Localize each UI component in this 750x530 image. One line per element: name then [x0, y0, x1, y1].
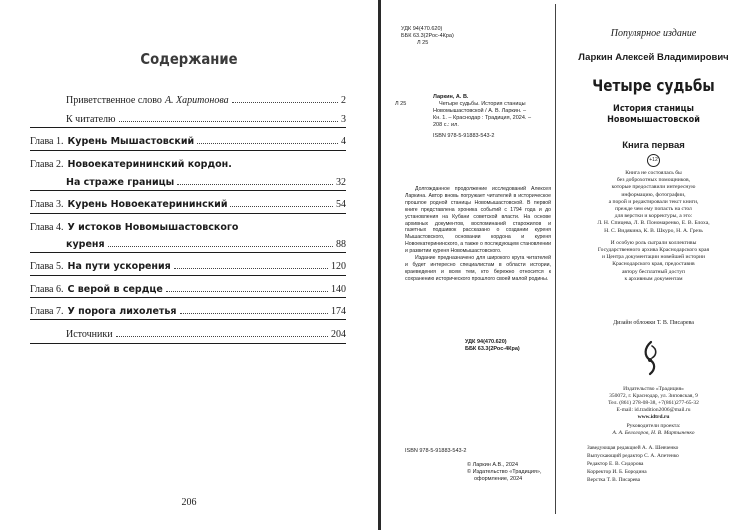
leader-dots [116, 336, 328, 337]
book-abstract [405, 186, 551, 283]
leader-dots [119, 121, 339, 122]
publisher-logo-icon [640, 340, 662, 376]
abstract-paragraph: Издание предназначено для широкого круга читателей и будет интересно специалистам в области истории, краеведения и всем тем, кто бережно относится к сохранению исторического прошлого своей малой родины. [405, 255, 551, 282]
divider [30, 275, 346, 276]
toc-entry-title: Курень Мышастовский [67, 136, 195, 147]
toc-entry[interactable] [30, 194, 346, 210]
ack-line: автору бесплатный доступ [621, 268, 686, 275]
publisher-line: 350072, г. Краснодар, ул. Зиповская, 9 [609, 393, 698, 399]
catalog-line: Новомышастовской / А. В. Ларкин. – [433, 108, 527, 114]
credit-line: Редактор Е. В. Сидорова [587, 461, 644, 467]
ack-line: которые предоставили интересную [611, 184, 696, 191]
ack-line: Книга не состоялась бы [625, 170, 682, 176]
credit-line: Выпускающий редактор С. А. Апетенко [587, 453, 679, 459]
divider [30, 297, 346, 298]
toc-chapter-label: Глава 2. [30, 159, 64, 170]
catalog-code: Л 25 [395, 101, 407, 107]
toc-entry[interactable] [30, 131, 346, 147]
book-author: Ларкин Алексей Владимирович [578, 52, 729, 63]
leader-dots [108, 246, 333, 247]
toc-entry-title: Приветственное слово [66, 95, 162, 106]
toc-entry-page: 4 [341, 136, 346, 147]
ack-line: для верстки и корректуры, а это: [614, 213, 693, 220]
series-label: Популярное издание [610, 28, 697, 39]
toc-entry-title: У порога лихолетья [67, 306, 177, 317]
isbn-bottom: ISBN 978-5-91883-543-2 [405, 448, 467, 454]
leader-dots [232, 102, 338, 103]
toc-entry-title-cont: На страже границы [66, 177, 175, 188]
toc-entry-page: 32 [336, 177, 346, 188]
toc-entry[interactable] [66, 324, 346, 340]
book-subtitle [567, 104, 741, 126]
toc-entry-continued[interactable] [66, 234, 346, 250]
bbk-code: ББК 63.3(2Рос-4Кра) [401, 33, 454, 39]
copyright-line: оформление, 2024 [474, 476, 523, 482]
credit-line: Руководители проекта: [626, 423, 681, 429]
leader-dots [230, 206, 333, 207]
toc-entry[interactable] [30, 256, 346, 272]
ack-line: Н. С. Видякина, К. В. Шкуро, Н. А. Грезь [604, 227, 703, 234]
toc-entry-page: 3 [341, 114, 346, 125]
ack-line: а порой и редактировали текст книги, [608, 198, 699, 205]
ack-line: прежде чем ему попасть на стол [615, 206, 692, 213]
leader-dots [197, 143, 338, 144]
leader-dots [166, 291, 328, 292]
toc-entry-author: А. Харитонова [164, 95, 229, 106]
page-number: 206 [181, 497, 197, 508]
publisher-line: E-mail: id.tradition2006@mail.ru [616, 407, 691, 413]
copyright-line: © Издательство «Традиция», [467, 469, 542, 475]
toc-chapter-label: Глава 7. [30, 306, 64, 317]
copyright-line: © Ларкин А.В., 2024 [467, 462, 519, 468]
toc-entry-page: 120 [331, 261, 346, 272]
credit-line: Заведующая редакцией А. А. Шевченко [587, 445, 679, 451]
divider [30, 343, 346, 344]
toc-title: Содержание [140, 50, 238, 68]
toc-chapter-label: Глава 6. [30, 284, 64, 295]
publisher-line: Тел. (861) 278-08-38, +7(861)277-65-32 [608, 400, 699, 406]
publisher-website[interactable]: www.idtrd.ru [637, 414, 670, 420]
toc-chapter-label: Глава 1. [30, 136, 64, 147]
leader-dots [180, 313, 328, 314]
catalog-line: Кн. 1. – Краснодар : Традиция, 2024. – [433, 115, 532, 121]
toc-entry-title: У истоков Новомышастовского [67, 222, 239, 233]
ack-line: информацию, фотографии, [621, 191, 686, 198]
ack-line: Краснодарского края, предоставив [612, 261, 695, 268]
author-mark: Л 25 [417, 40, 429, 46]
toc-entry[interactable] [30, 217, 346, 233]
acknowledgements [557, 170, 750, 283]
credit-line: Корректор И. Б. Бородина [587, 469, 647, 475]
toc-entry-page: 88 [336, 239, 346, 250]
udc-code-bottom: УДК 94(470.620) [465, 339, 507, 345]
toc-chapter-label: Глава 3. [30, 199, 64, 210]
toc-entry-title-cont: куреня [66, 239, 105, 250]
toc-entry[interactable] [66, 109, 346, 125]
toc-entry[interactable] [30, 154, 346, 170]
project-leads [557, 423, 750, 437]
toc-chapter-label: Глава 4. [30, 222, 64, 233]
divider [30, 127, 346, 128]
leader-dots [177, 184, 333, 185]
catalog-heading: Ларкин, А. В. [433, 94, 469, 100]
cover-design-credit: Дизайн обложки Т. В. Писарева [613, 320, 694, 326]
publisher-info [557, 386, 750, 421]
divider [30, 319, 346, 320]
publisher-line: Издательство «Традиция» [623, 386, 684, 392]
divider [30, 252, 346, 253]
credit-line: Верстка Т. В. Писарева [587, 477, 641, 483]
toc-entry[interactable] [66, 90, 346, 106]
udc-code: УДК 94(470.620) [401, 26, 443, 32]
toc-entry-title: С верой в сердце [67, 284, 163, 295]
age-rating-badge: +12 [647, 154, 660, 167]
toc-entry-page: 2 [341, 95, 346, 106]
toc-entry-title: Курень Новоекатерининский [67, 199, 228, 210]
ack-line: Государственного архива Краснодарского края [597, 247, 710, 254]
toc-entry-title: Новоекатерининский кордон. [67, 159, 232, 170]
toc-entry-page: 54 [336, 199, 346, 210]
toc-entry-continued[interactable] [66, 172, 346, 188]
right-page-imprint [381, 0, 750, 530]
divider [30, 213, 346, 214]
subtitle-line: История станицы [613, 104, 694, 114]
book-number: Книга первая [622, 140, 685, 151]
ack-line: без доброхотных помощников, [616, 177, 691, 184]
toc-entry-page: 140 [331, 284, 346, 295]
leader-dots [174, 268, 328, 269]
toc-entry-page: 204 [331, 329, 346, 340]
ack-line: к архивным документам [624, 275, 683, 282]
ack-line: и Центра документации новейшей истории [602, 254, 705, 261]
toc-entry-title: Источники [66, 329, 113, 340]
toc-chapter-label: Глава 5. [30, 261, 64, 272]
ack-line: И особую роль сыграли коллективы [610, 239, 697, 246]
toc-entry[interactable] [30, 301, 346, 317]
ack-line: Л. Н. Спицева, Л. В. Пономаренко, Е. В. Блоха, [597, 220, 710, 227]
toc-entry-title: На пути ускорения [67, 261, 171, 272]
toc-entry-page: 174 [331, 306, 346, 317]
credit-line: А. А. Белогоров, Н. В. Мартыненко [612, 430, 695, 436]
bbk-code-bottom: ББК 63.3(2Рос-4Кра) [465, 346, 520, 352]
toc-entry-title: К читателю [66, 114, 116, 125]
divider [30, 150, 346, 151]
abstract-paragraph: Долгожданное продолжение исследований Алексея Ларкина. Автор вновь погружает читателей в историческое прошлое родной станицы Новомышастовской. В первой книге представлена хроника событий с 1794 года и до установления на Кубани советской власти. На основе архивных документов, воспоминаний старожилов и газетных подшивок рассказано о создании куреня Мышастовского, основании кордона и куреня Новоекатерининского, а также о последующем становлении и развитии куреня Новомышастовского. [405, 186, 551, 255]
toc-entry[interactable] [30, 279, 346, 295]
divider [30, 190, 346, 191]
column-divider [555, 4, 556, 514]
catalog-isbn: ISBN 978-5-91883-543-2 [433, 133, 495, 139]
catalog-line: 208 с.: ил. [433, 122, 459, 128]
book-title: Четыре судьбы [592, 76, 715, 95]
subtitle-line: Новомышастовской [607, 115, 700, 125]
catalog-line: Четыре судьбы. История станицы [439, 101, 526, 107]
